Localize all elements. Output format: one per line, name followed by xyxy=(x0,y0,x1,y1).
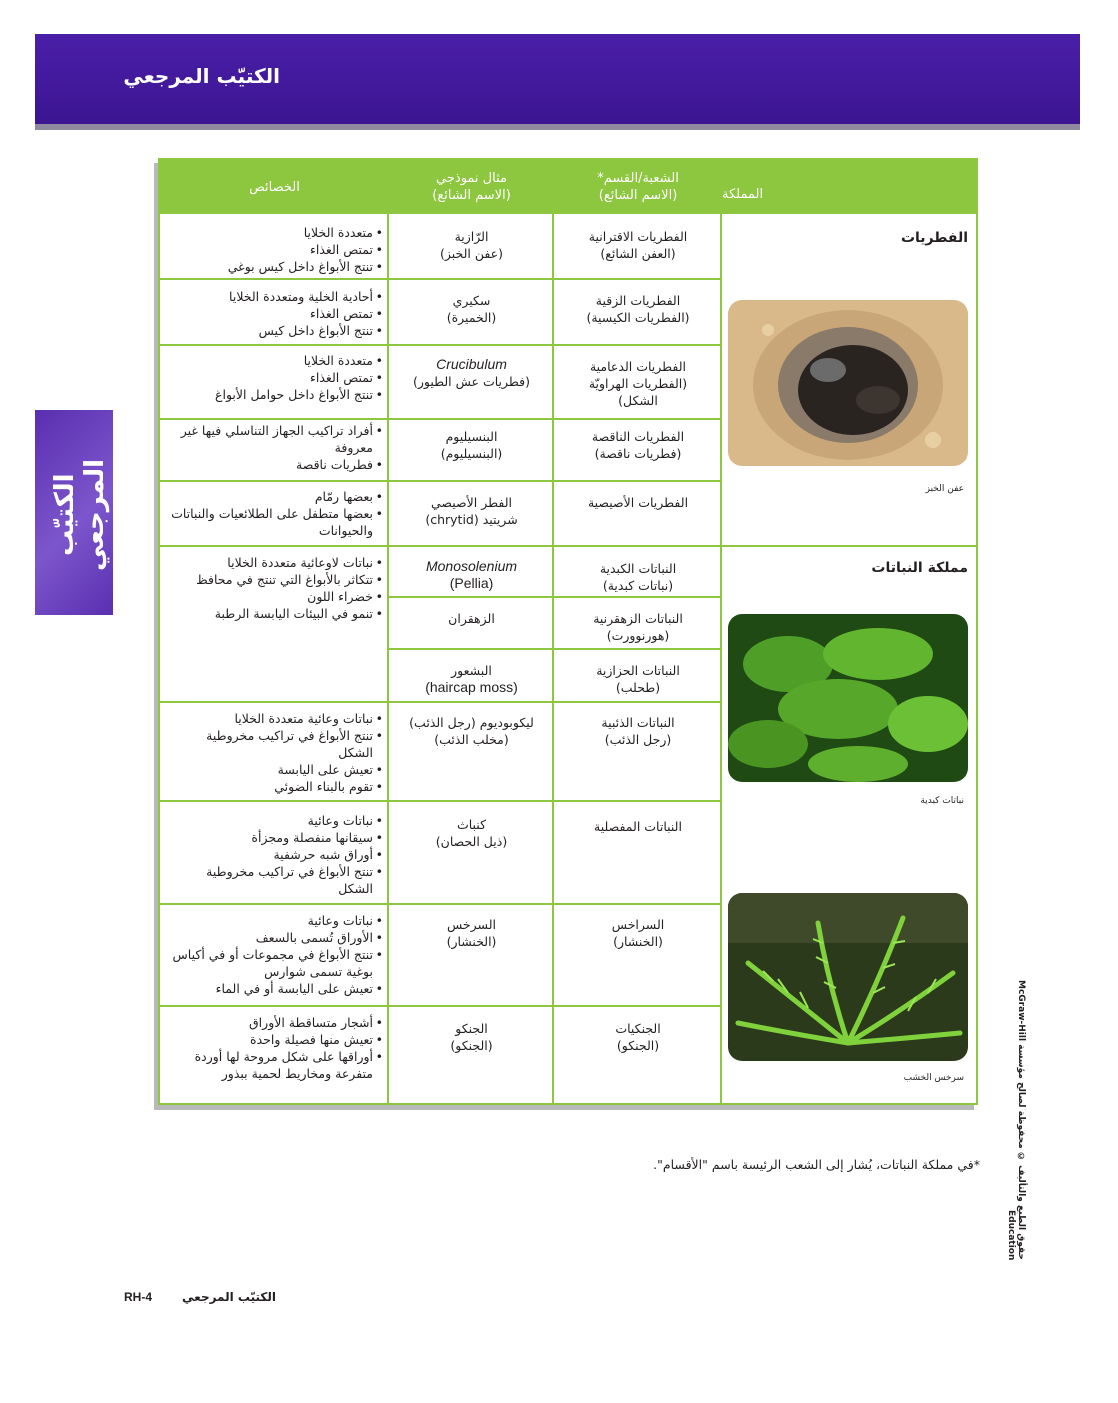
footer-label: الكتيّب المرجعي xyxy=(182,1290,276,1304)
phylum-cell: النباتات الحزازية (طحلب) xyxy=(596,663,680,695)
header-example: مثال نموذجي (الاسم الشائع) xyxy=(389,160,554,214)
phylum-cell: الفطريات الدعامية (الفطريات الهراويّة الشكل) xyxy=(588,359,688,408)
feature-item: • تعيش منها فصيلة واحدة xyxy=(168,1031,383,1048)
phylum-cell: الفطريات الاقترانية (العفن الشائع) xyxy=(588,229,688,261)
feature-item: • تتكاثر بالأبواغ التي تنتج في محافظ xyxy=(168,571,383,588)
row-rule xyxy=(389,596,722,598)
feature-item: • نباتات لاوعائية متعددة الخلايا xyxy=(168,554,383,571)
kingdom-plants: مملكة النباتات xyxy=(871,560,968,576)
kingdom-fungi: الفطريات xyxy=(900,230,968,246)
feature-item: • فطريات ناقصة xyxy=(168,456,383,473)
example-cell: كنباث (ذيل الحصان) xyxy=(435,817,508,849)
features-list xyxy=(168,488,383,539)
feature-item: • تنتج الأبواغ داخل كيس xyxy=(168,322,383,339)
classification-table xyxy=(158,158,978,1105)
example-cell: البنسيليوم (البنسيليوم) xyxy=(440,429,503,461)
feature-item: • تعيش على اليابسة xyxy=(168,761,383,778)
feature-item: • تنتج الأبواغ في تراكيب مخروطية الشكل xyxy=(168,727,383,761)
feature-item: • أوراقها على شكل مروحة لها أوردة متفرعة ومخاريط لحمية ببذور xyxy=(168,1048,383,1082)
feature-item: • خضراء اللون xyxy=(168,588,383,605)
caption-wood-fern: سرخس الخشب xyxy=(903,1073,964,1083)
header-features: الخصائص xyxy=(160,160,389,214)
phylum-cell: السراخس (الخنشار) xyxy=(611,917,665,949)
row-rule xyxy=(389,648,722,650)
feature-item: • أحادية الخلية ومتعددة الخلايا xyxy=(168,288,383,305)
caption-bread-mold: عفن الخبز xyxy=(925,484,964,494)
banner-title: الكتيّب المرجعي xyxy=(123,64,280,88)
feature-item: • تنتج الأبواغ داخل حوامل الأبواغ xyxy=(168,386,383,403)
row-rule xyxy=(160,701,722,703)
photo-bread-mold xyxy=(728,300,968,466)
feature-item: • تمتص الغذاء xyxy=(168,241,383,258)
feature-item: • تعيش على اليابسة أو في الماء xyxy=(168,980,383,997)
feature-item: • الأوراق تُسمى بالسعف xyxy=(168,929,383,946)
header-kingdom: المملكة xyxy=(722,160,976,214)
col-rule xyxy=(387,160,389,1105)
row-rule xyxy=(160,480,722,482)
feature-item: • نباتات وعائية xyxy=(168,912,383,929)
example-cell: ليكوبوديوم (رجل الذئب) (مخلب الذئب) xyxy=(409,715,534,747)
phylum-cell: النباتات الزهقرنية (هورنوورت) xyxy=(593,611,683,643)
phylum-cell: الفطريات الأصيصية xyxy=(587,495,689,510)
feature-item: • متعددة الخلايا xyxy=(168,352,383,369)
feature-item: • بعضها رمّام xyxy=(168,488,383,505)
example-cell: الزهقران xyxy=(448,611,495,626)
features-list xyxy=(168,710,383,795)
caption-liverwort: نباتات كبدية xyxy=(920,796,964,806)
features-list xyxy=(168,1014,383,1082)
header-phylum: الشعبة/القسم* (الاسم الشائع) xyxy=(554,160,722,214)
row-rule xyxy=(160,1005,722,1007)
feature-item: • تنتج الأبواغ داخل كيس بوغي xyxy=(168,258,383,275)
feature-item: • تقوم بالبناء الضوئي xyxy=(168,778,383,795)
row-rule xyxy=(160,800,722,802)
feature-item: • متعددة الخلايا xyxy=(168,224,383,241)
feature-item: • أشجار متساقطة الأوراق xyxy=(168,1014,383,1031)
feature-item: • أفراد تراكيب الجهاز التناسلي فيها غير معروفة xyxy=(168,422,383,456)
col-rule xyxy=(552,160,554,1105)
feature-item: • تنتج الأبواغ في مجموعات أو في أكياس بوغية تسمى شوارس xyxy=(168,946,383,980)
features-list xyxy=(168,288,383,339)
example-cell: الجنكو (الجنكو) xyxy=(450,1021,493,1053)
example-cell: سكيري (الخميرة) xyxy=(446,293,497,325)
kingdom-rule xyxy=(160,545,976,547)
example-cell: Crucibulum (فطريات عش الطيور) xyxy=(412,356,531,389)
example-cell: السرخس (الخنشار) xyxy=(446,917,497,949)
phylum-cell: النباتات المفصلية xyxy=(594,819,682,834)
photo-liverwort xyxy=(728,614,968,782)
features-list xyxy=(168,352,383,403)
feature-item: • أوراق شبه حرشفية xyxy=(168,846,383,863)
features-list xyxy=(168,224,383,275)
footnote: *في مملكة النباتات، يُشار إلى الشعب الرئيسة باسم "الأقسام". xyxy=(653,1157,980,1172)
features-list xyxy=(168,812,383,897)
features-list xyxy=(168,422,383,473)
feature-item: • سيقانها منفصلة ومجزأة xyxy=(168,829,383,846)
row-rule xyxy=(160,418,722,420)
phylum-cell: النباتات الذئبية (رجل الذئب) xyxy=(601,715,675,747)
feature-item: • تمتص الغذاء xyxy=(168,369,383,386)
phylum-cell: الفطريات الناقصة (فطريات ناقصة) xyxy=(591,429,685,461)
feature-item: • بعضها متطفل على الطلائعيات والنباتات والحيوانات xyxy=(168,505,383,539)
example-cell: الفطر الأصيصي شريتيد (chrytid) xyxy=(425,495,518,527)
col-rule xyxy=(720,160,722,1105)
phylum-cell: النباتات الكبدية (نباتات كبدية) xyxy=(599,561,677,593)
feature-item: • نباتات وعائية xyxy=(168,812,383,829)
feature-item: • تمتص الغذاء xyxy=(168,305,383,322)
phylum-cell: الفطريات الزقية (الفطريات الكيسية) xyxy=(586,293,690,325)
photo-wood-fern xyxy=(728,893,968,1061)
copyright-notice: حقوق الطبع والتأليف © محفوظة لصالح مؤسسة McGraw-Hill Education xyxy=(1006,980,1026,1260)
example-cell: البشعور (haircap moss) xyxy=(425,663,518,695)
page-number: RH-4 xyxy=(124,1290,153,1304)
row-rule xyxy=(160,903,722,905)
feature-item: • تنتج الأبواغ في تراكيب مخروطية الشكل xyxy=(168,863,383,897)
phylum-cell: الجنكيات (الجنكو) xyxy=(615,1021,661,1053)
example-cell: Monosolenium (Pellia) xyxy=(425,558,518,591)
features-list xyxy=(168,912,383,997)
feature-item: • نباتات وعائية متعددة الخلايا xyxy=(168,710,383,727)
side-tab-label: الكتيّب المرجعي xyxy=(50,459,110,571)
row-rule xyxy=(160,344,722,346)
row-rule xyxy=(160,278,722,280)
features-list xyxy=(168,554,383,622)
feature-item: • تنمو في البيئات اليابسة الرطبة xyxy=(168,605,383,622)
example-cell: الرّازية (عفن الخبز) xyxy=(439,229,504,261)
